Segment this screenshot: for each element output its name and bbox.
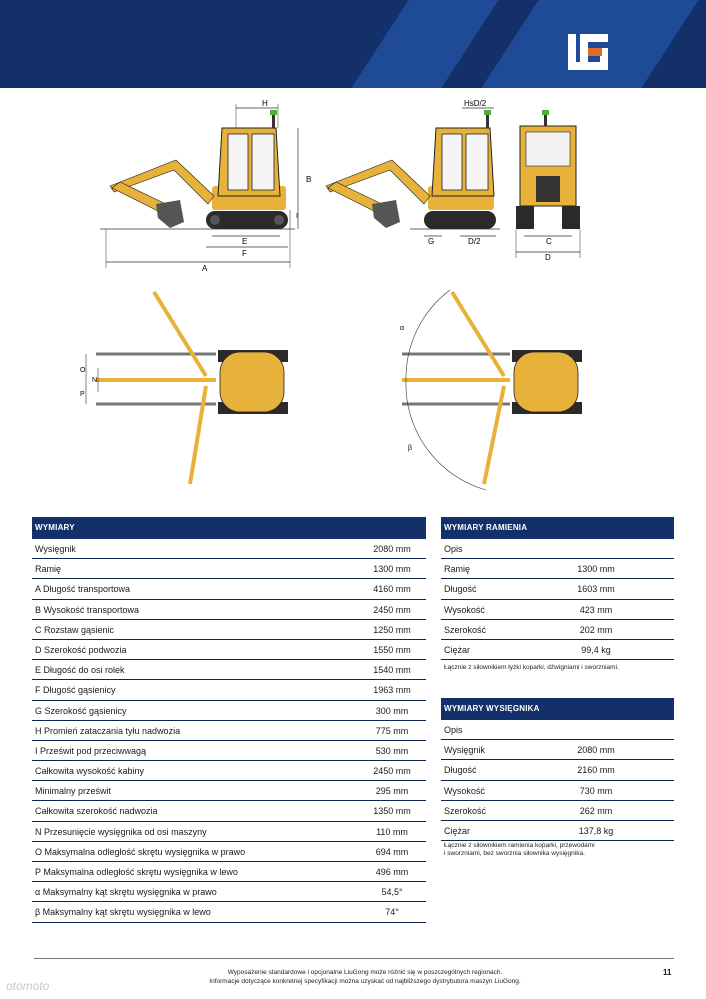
row-label: Ciężar: [444, 644, 471, 655]
table-row: [32, 680, 426, 700]
wysiegnik-note-line2: i sworzniami, bez sworznia siłownika wysięgnika.: [444, 850, 585, 857]
table-row: [441, 801, 674, 821]
table-row: [32, 579, 426, 599]
row-label: D Szerokość podwozia: [35, 644, 127, 655]
dim-label-c: C: [546, 237, 552, 246]
row-value: 1350 mm: [373, 806, 411, 817]
table-row: [32, 781, 426, 801]
footer-line-1: Wyposażenie standardowe i opcjonalne LiuGong może różnić się w poszczególnych regionach.: [227, 969, 503, 976]
row-value: 300 mm: [375, 705, 409, 716]
table-row: [441, 640, 674, 660]
ramie-note: Łącznie z siłownikiem łyżki koparki, dźwigniami i sworzniami.: [444, 664, 619, 671]
footer-disclaimer: [130, 968, 600, 986]
table-row: [441, 559, 674, 579]
dim-label-a: A: [202, 264, 208, 273]
wysiegnik-table-title: WYMIARY WYSIĘGNIKA: [441, 698, 674, 720]
table-row: [32, 701, 426, 721]
row-label: Opis: [444, 725, 463, 735]
row-value: 730 mm: [579, 785, 613, 796]
table-row: [441, 740, 674, 760]
table-row: [441, 821, 674, 841]
wymiary-table: [32, 517, 426, 923]
table-row: [32, 862, 426, 882]
row-value: 1963 mm: [373, 685, 411, 696]
dim-label-p: P: [80, 391, 85, 398]
table-row: [32, 620, 426, 640]
row-value: 496 mm: [375, 867, 409, 877]
row-value: 110 mm: [376, 826, 408, 837]
row-label: Opis: [444, 544, 463, 554]
table-row: [441, 579, 674, 599]
dim-label-e: E: [242, 237, 248, 246]
row-label: Długość: [444, 765, 477, 776]
dim-label-g: G: [428, 237, 435, 246]
table-row: [32, 721, 426, 741]
excavator-dimension-drawings: [0, 88, 706, 508]
row-value: 1550 mm: [373, 644, 411, 655]
wysiegnik-note: [444, 842, 676, 858]
table-row: [32, 761, 426, 781]
row-label: O Maksymalna odległość skrętu wysięgnika w prawo: [35, 846, 246, 857]
row-value: 295 mm: [375, 786, 409, 797]
dim-label-f: F: [242, 249, 247, 258]
row-value: 2450 mm: [373, 604, 411, 615]
row-value: 2080 mm: [577, 745, 615, 756]
row-label: Minimalny prześwit: [35, 786, 112, 797]
row-label: β Maksymalny kąt skrętu wysięgnika w lewo: [35, 907, 211, 918]
ramie-table-title: WYMIARY RAMIENIA: [441, 517, 674, 539]
row-label: Wysięgnik: [35, 544, 76, 554]
row-value: 694 mm: [375, 846, 409, 857]
page-number: 11: [663, 968, 672, 977]
table-row: [32, 842, 426, 862]
dim-label-hsd2: HsD/2: [464, 99, 487, 108]
table-row: [441, 760, 674, 780]
row-label: B Wysokość transportowa: [35, 604, 139, 615]
table-row: [441, 600, 674, 620]
dim-label-d2: D/2: [468, 237, 481, 246]
row-label: α Maksymalny kąt skrętu wysięgnika w prawo: [35, 887, 217, 898]
row-value: 54,5°: [381, 887, 403, 898]
table-row: [32, 741, 426, 761]
row-value: 1540 mm: [373, 665, 411, 676]
table-row: [441, 720, 674, 740]
wymiary-table-title: WYMIARY: [32, 517, 426, 539]
row-label: Wysięgnik: [444, 745, 485, 756]
liugong-logo-icon: [566, 32, 610, 72]
side-view-drawing: [100, 99, 311, 273]
header-banner: [0, 0, 706, 88]
top-view-angle-drawing: [400, 290, 582, 490]
front-view-drawing: [326, 99, 500, 246]
row-label: Wysokość: [444, 604, 485, 615]
row-label: Ramię: [35, 564, 62, 575]
table-row: [32, 822, 426, 842]
wysiegnik-note-line1: Łącznie z siłownikiem ramienia koparki, przewodami: [444, 842, 595, 849]
dim-label-b: B: [306, 175, 312, 184]
row-label: Całkowita wysokość kabiny: [35, 766, 145, 777]
table-row: [32, 801, 426, 821]
row-label: C Rozstaw gąsienic: [35, 624, 115, 635]
footer-divider: [34, 958, 674, 959]
row-value: 423 mm: [579, 604, 613, 615]
row-label: N Przesunięcie wysięgnika od osi maszyny: [35, 826, 207, 837]
table-row: [32, 600, 426, 620]
row-value: 1603 mm: [577, 584, 615, 595]
dim-label-n: N: [92, 377, 98, 384]
row-value: 530 mm: [375, 745, 409, 756]
row-value: 1300 mm: [577, 564, 615, 575]
row-label: Długość: [444, 584, 477, 595]
watermark: otomoto: [6, 979, 50, 993]
row-label: I Prześwit pod przeciwwagą: [35, 745, 147, 756]
ramie-table: [441, 517, 674, 660]
table-row: [32, 640, 426, 660]
footer-line-2: Informacje dotyczące konkretnej specyfikacji można uzyskać od najbliższego dystrybutora maszyn LiuGong.: [209, 978, 521, 985]
wysiegnik-table: [441, 698, 674, 841]
row-value: 1300 mm: [373, 564, 411, 575]
row-value: 74°: [385, 907, 399, 918]
top-view-offset-drawing: [80, 292, 288, 484]
row-label: Ciężar: [444, 825, 471, 836]
row-label: F Długość gąsienicy: [35, 685, 116, 696]
dim-label-beta: β: [408, 445, 413, 452]
dim-label-alpha: α: [400, 325, 405, 332]
row-value: 2160 mm: [577, 765, 615, 776]
row-label: E Długość do osi rolek: [35, 665, 125, 676]
row-value: 137,8 kg: [578, 825, 614, 836]
row-value: 262 mm: [579, 805, 613, 816]
rear-view-drawing: [516, 110, 580, 262]
table-row: [441, 620, 674, 640]
dim-label-h: H: [262, 99, 268, 108]
table-row: [32, 559, 426, 579]
table-row: [32, 902, 426, 922]
dim-label-o: O: [80, 367, 86, 374]
row-label: Szerokość: [444, 624, 487, 635]
dim-label-i: I: [296, 213, 298, 220]
row-label: A Długość transportowa: [35, 584, 131, 595]
row-value: 4160 mm: [373, 584, 411, 595]
row-label: Całkowita szerokość nadwozia: [35, 806, 158, 817]
row-value: 1250 mm: [373, 624, 411, 635]
table-row: [32, 539, 426, 559]
row-value: 202 mm: [579, 624, 613, 635]
row-value: 2450 mm: [373, 766, 411, 777]
table-row: [32, 882, 426, 902]
table-row: [441, 781, 674, 801]
row-value: 775 mm: [375, 725, 409, 736]
table-row: [32, 660, 426, 680]
row-label: G Szerokość gąsienicy: [35, 705, 127, 716]
row-label: Ramię: [444, 564, 471, 575]
row-label: Wysokość: [444, 785, 485, 796]
row-label: P Maksymalna odległość skrętu wysięgnika w lewo: [35, 867, 238, 877]
row-value: 99,4 kg: [581, 644, 611, 655]
table-row: [441, 539, 674, 559]
row-value: 2080 mm: [373, 544, 411, 554]
row-label: Szerokość: [444, 805, 487, 816]
dim-label-d: D: [545, 253, 551, 262]
row-label: H Promień zataczania tyłu nadwozia: [35, 725, 181, 736]
